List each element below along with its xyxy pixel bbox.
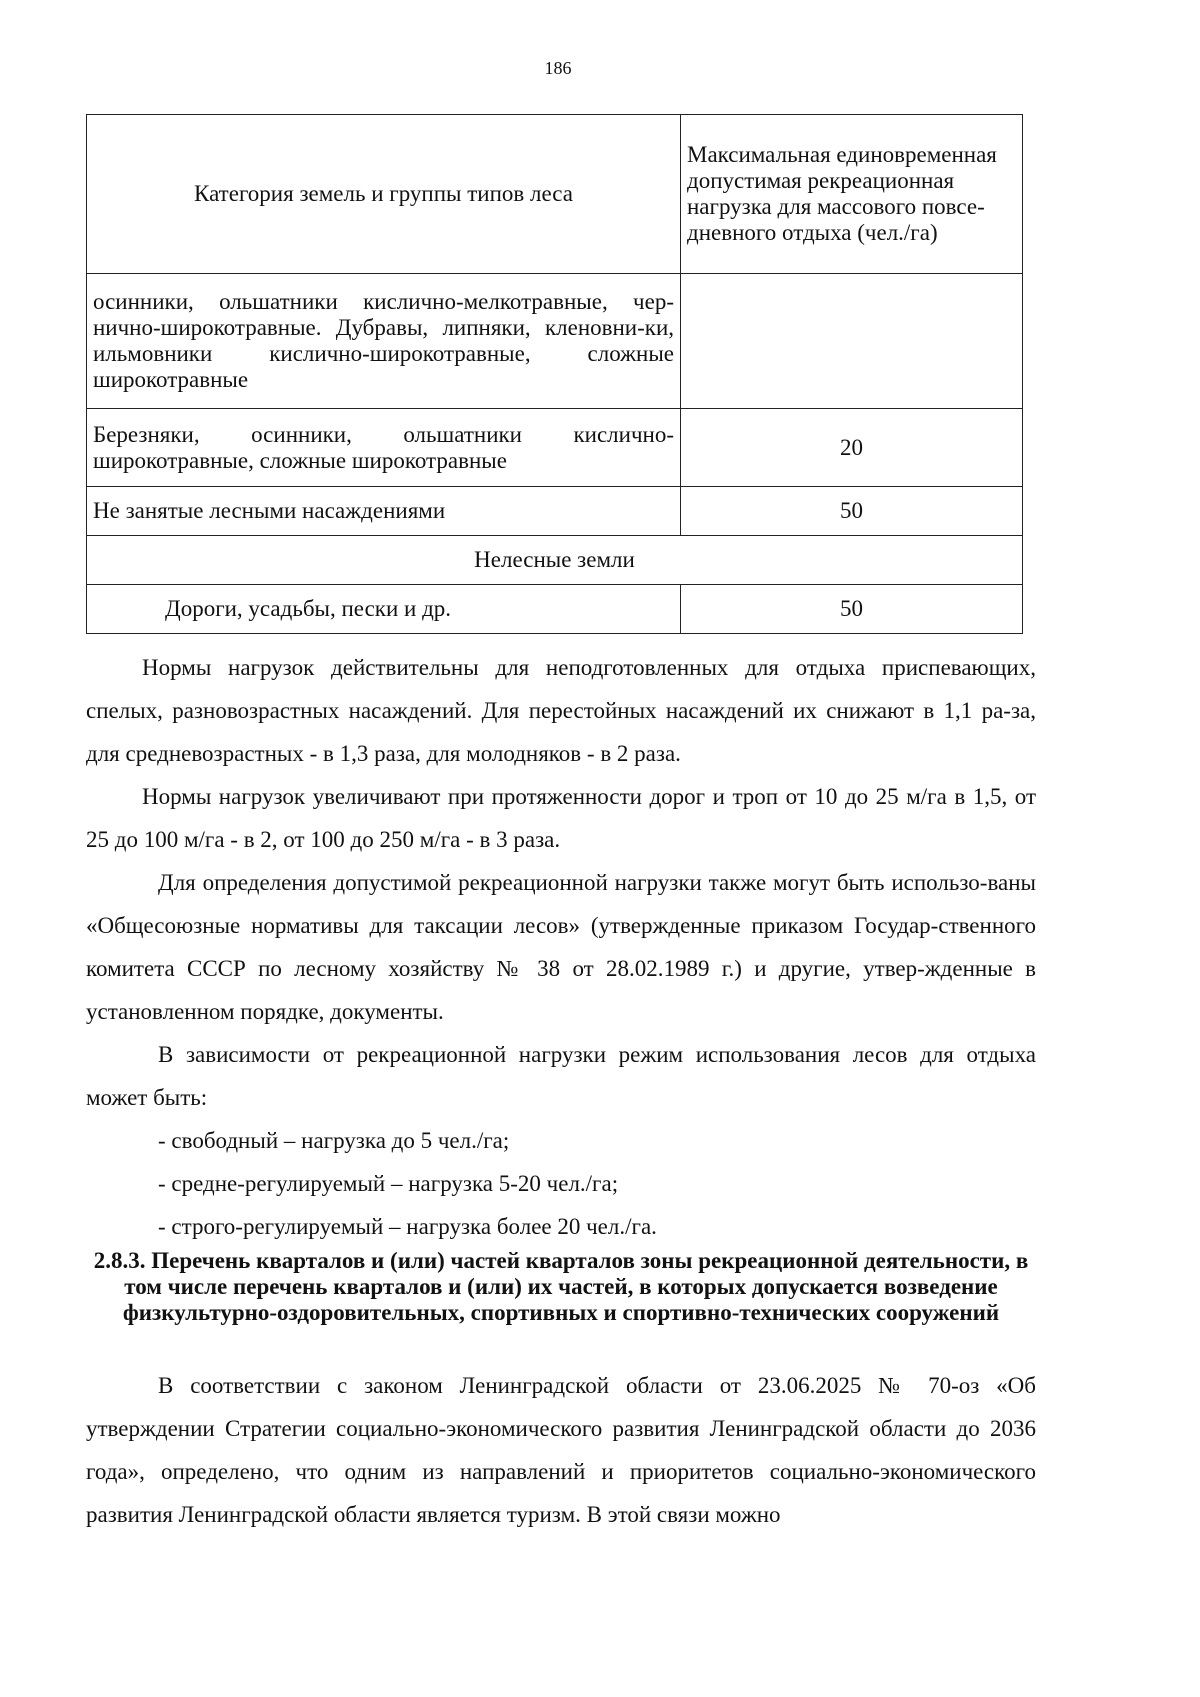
paragraph: В зависимости от рекреационной нагрузки режим использования лесов для отдыха может быть:: [86, 1042, 1036, 1110]
paragraph: Нормы нагрузок действительны для неподготовленных для отдыха приспевающих, спелых, разновозрастных насаждений. Для перестойных насаждений их снижают в 1,1 ра-за, для средневозрастных - в 1,3 раза, для молодняков - в 2 раза.: [86, 655, 1036, 766]
list-item: - строго-регулируемый – нагрузка более 20 чел./га.: [158, 1214, 657, 1239]
paragraph: Для определения допустимой рекреационной нагрузки также могут быть использо-ваны «Общесоюзные нормативы для таксации лесов» (утвержденные приказом Государ-ственного комитета СССР по лесному хозяйству № 38 от 28.02.1989 г.) и другие, утвер-жденные в установленном порядке, документы.: [86, 870, 1036, 1024]
row-category: Дороги, усадьбы, пески и др.: [87, 585, 681, 634]
table-row: [87, 274, 1023, 409]
row-category: Не занятые лесными насаждениями: [87, 487, 681, 536]
paragraph: В соответствии с законом Ленинградской области от 23.06.2025 № 70-оз «Об утверждении Стратегии социально-экономического развития Ленинградской области до 2036 года», определено, что одним из направлений и приоритетов социально-экономического развития Ленинградской области является туризм. В этой связи можно: [86, 1373, 1036, 1527]
table-header-row: [87, 115, 1023, 274]
paragraph: Нормы нагрузок увеличивают при протяженности дорог и троп от 10 до 25 м/га в 1,5, от 25 до 100 м/га - в 2, от 100 до 250 м/га - в 3 раза.: [86, 784, 1036, 852]
page-number: 186: [544, 58, 572, 78]
list-item: - средне-регулируемый – нагрузка 5-20 чел./га;: [158, 1171, 619, 1196]
body-text: [86, 646, 1036, 1248]
row-value: 50: [681, 487, 1023, 536]
header-category: Категория земель и группы типов леса: [87, 115, 681, 274]
table-row: [87, 487, 1023, 536]
table-row: [87, 585, 1023, 634]
row-value: 20: [681, 409, 1023, 487]
table-row: [87, 409, 1023, 487]
closing-text: [86, 1364, 1036, 1536]
header-load: Максимальная единовременная допустимая рекреационная нагрузка для массового повсе-дневного отдыха (чел./га): [681, 115, 1023, 274]
row-value: 50: [681, 585, 1023, 634]
table-section-row: [87, 536, 1023, 585]
row-value: [681, 274, 1023, 409]
section-heading: 2.8.3. Перечень кварталов и (или) частей кварталов зоны рекреационной деятельности, в том числе перечень кварталов и (или) их частей, в которых допускается возведение физкультурно-оздоровительных, спортивных и спортивно-технических сооружений: [93, 1248, 1029, 1325]
row-category: осинники, ольшатники кислично-мелкотравные, чер-нично-широкотравные. Дубравы, липняки, кленовни-ки, ильмовники кислично-широкотравные, сложные широкотравные: [87, 274, 681, 409]
recreation-load-table: [86, 114, 1023, 634]
row-category: Березняки, осинники, ольшатники кислично-широкотравные, сложные широкотравные: [87, 409, 681, 487]
list-item: - свободный – нагрузка до 5 чел./га;: [158, 1128, 510, 1153]
section-row-label: Нелесные земли: [87, 536, 1023, 585]
